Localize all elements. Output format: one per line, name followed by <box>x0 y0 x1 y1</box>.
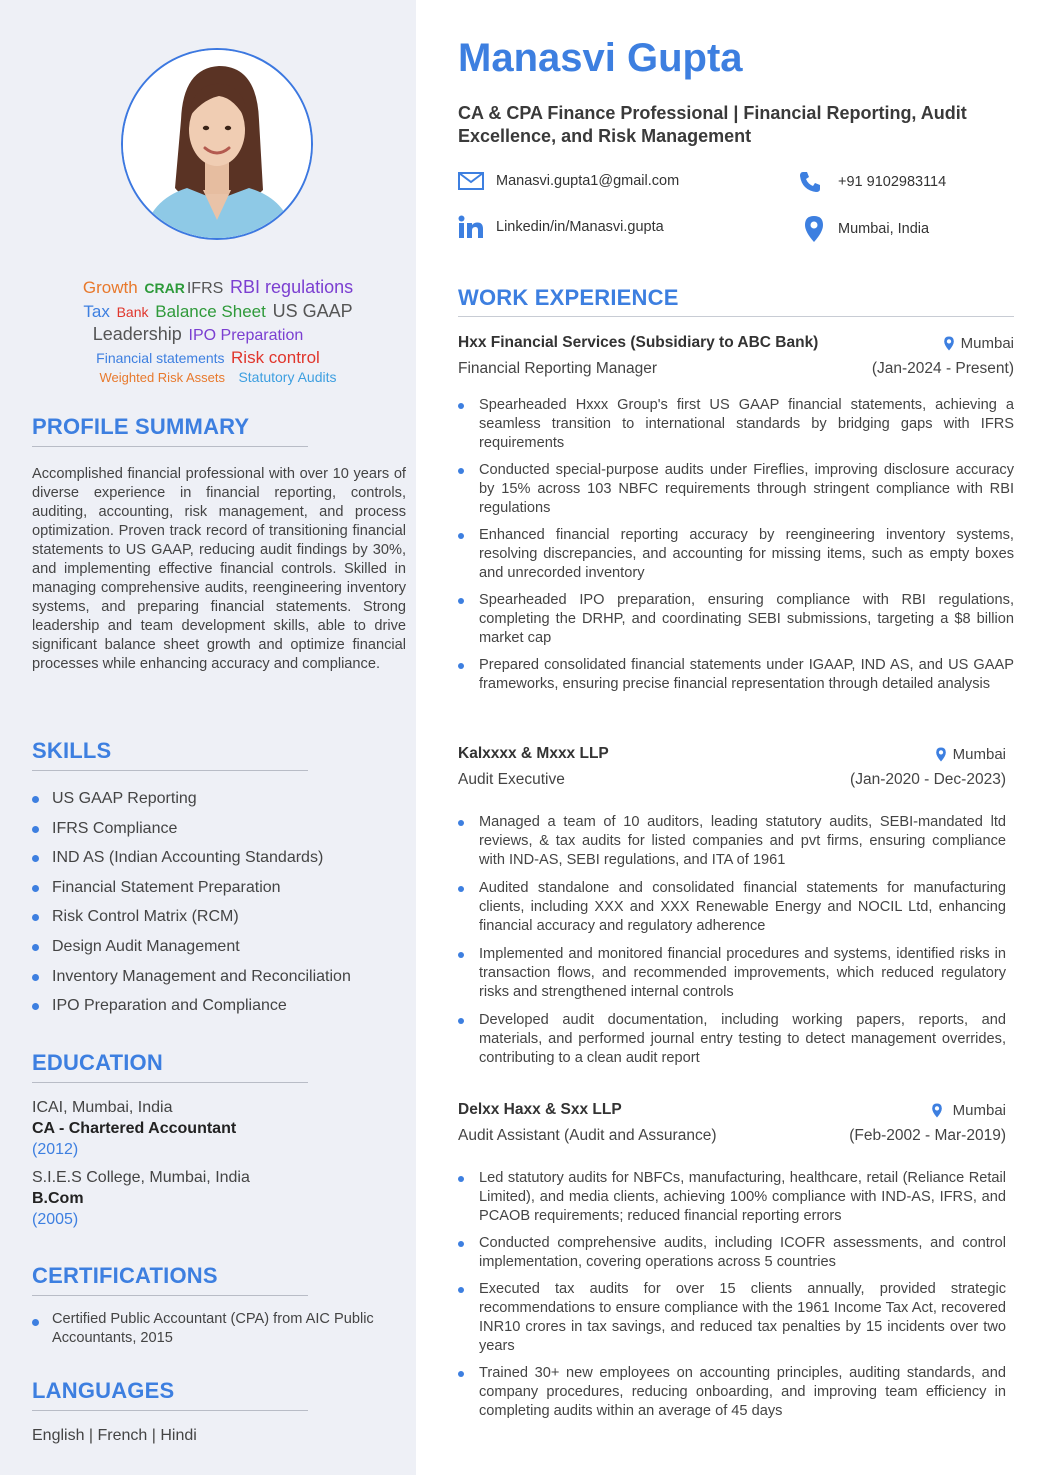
job-entry <box>458 1101 1006 1421</box>
cloud-word: Balance Sheet <box>155 302 266 321</box>
education-degree: B.Com <box>32 1190 84 1207</box>
languages-section <box>32 1378 406 1445</box>
candidate-name: Manasvi Gupta <box>458 36 743 80</box>
linkedin-contact[interactable] <box>458 215 664 239</box>
job-location-text: Mumbai <box>952 1101 1006 1119</box>
section-divider <box>32 770 308 771</box>
linkedin-icon <box>458 215 484 239</box>
job-entry <box>458 745 1006 1068</box>
job-bullet: Audited standalone and consolidated financial statements for manufacturing clients, including XXX and XXX Renewable Energy and NOCIL Ltd, enhancing financial accuracy and regulatory adherence <box>458 879 1006 936</box>
job-role: Audit Executive <box>458 771 565 788</box>
education-degree: CA - Chartered Accountant <box>32 1120 237 1137</box>
education-entry <box>32 1167 406 1231</box>
portrait-image <box>123 50 311 238</box>
education-section <box>32 1050 406 1231</box>
section-title: WORK EXPERIENCE <box>458 285 679 310</box>
certifications-section <box>32 1263 406 1348</box>
skill-word-cloud <box>20 278 416 386</box>
location-contact <box>804 215 929 243</box>
job-entry <box>458 334 1014 694</box>
phone-icon <box>798 170 822 194</box>
skill-item: Financial Statement Preparation <box>32 876 406 906</box>
cloud-word: CRAR <box>144 280 185 296</box>
cloud-word: Leadership <box>92 324 182 344</box>
cloud-word: IFRS <box>186 280 224 297</box>
cloud-word: RBI regulations <box>230 277 354 297</box>
skill-item: IND AS (Indian Accounting Standards) <box>32 846 406 876</box>
email-text: Manasvi.gupta1@gmail.com <box>496 173 680 189</box>
job-role: Financial Reporting Manager <box>458 360 658 377</box>
job-role: Audit Assistant (Audit and Assurance) <box>458 1127 717 1144</box>
cloud-word: Statutory Audits <box>238 369 337 385</box>
map-pin-icon <box>931 1103 943 1118</box>
job-bullet: Implemented and monitored financial procedures and systems, identified risks in transaction flows, and recommended improvements, which reduced regulatory risks and strengthened internal controls <box>458 945 1006 1002</box>
profile-summary-section <box>32 414 406 674</box>
skill-item: Inventory Management and Reconciliation <box>32 965 406 995</box>
sidebar <box>0 0 416 1475</box>
section-divider <box>32 1295 308 1296</box>
envelope-icon <box>458 172 484 190</box>
job-bullet: Managed a team of 10 auditors, leading statutory audits, SEBI-mandated ltd reviews, & tax audits for listed companies and pvt firms, ensuring compliance with IND-AS, SEBI regulations, and ITA of 1961 <box>458 813 1006 870</box>
section-title: PROFILE SUMMARY <box>32 414 250 439</box>
job-bullet: Conducted special-purpose audits under Fireflies, improving disclosure accuracy by 15% across 103 NBFC requirements through stringent compliance with RBI regulations <box>458 461 1014 518</box>
job-bullet: Enhanced financial reporting accuracy by reengineering inventory systems, resolving discrepancies, and accounting for missing items, such as empty boxes and unrecorded inventory <box>458 526 1014 583</box>
certifications-list <box>32 1310 406 1348</box>
education-year: (2012) <box>32 1141 79 1158</box>
job-dates: (Jan-2024 - Present) <box>871 360 1014 377</box>
cloud-word: Financial statements <box>96 350 225 366</box>
job-bullets <box>458 813 1006 1068</box>
section-title: CERTIFICATIONS <box>32 1263 218 1288</box>
map-pin-icon <box>804 215 824 243</box>
email-contact[interactable] <box>458 172 679 190</box>
section-divider <box>32 1082 308 1083</box>
job-bullet: Developed audit documentation, including working papers, reports, and materials, and performed journal entry testing to detect management overrides, contributing to a clean audit report <box>458 1011 1006 1068</box>
skill-item: IPO Preparation and Compliance <box>32 994 406 1024</box>
company-name: Hxx Financial Services (Subsidiary to ABC Bank) <box>458 334 819 351</box>
job-bullet: Executed tax audits for over 15 clients annually, provided strategic recommendations to ensure compliance with the 1961 Income Tax Act, recovered INR10 crores in tax savings, and reduced tax penalties by 15 incidents over two years <box>458 1280 1006 1356</box>
education-entry <box>32 1097 406 1161</box>
location-text: Mumbai, India <box>838 221 930 237</box>
cloud-word: Tax <box>83 302 110 321</box>
job-bullet: Trained 30+ new employees on accounting principles, auditing standards, and company procedures, reducing onboarding, and improving team efficiency in completing audits within an average of 45 days <box>458 1364 1006 1421</box>
phone-text: +91 9102983114 <box>838 174 947 190</box>
company-name: Delxx Haxx & Sxx LLP <box>458 1101 622 1118</box>
profile-photo <box>121 48 313 240</box>
section-title: EDUCATION <box>32 1050 163 1075</box>
education-institution: S.I.E.S College, Mumbai, India <box>32 1169 250 1186</box>
cloud-word: US GAAP <box>272 301 353 321</box>
skill-item: IFRS Compliance <box>32 817 406 847</box>
skills-section <box>32 738 406 1024</box>
cloud-word: IPO Preparation <box>188 327 304 344</box>
job-bullet: Conducted comprehensive audits, including ICOFR assessments, and control implementation, covering operations across 5 countries <box>458 1234 1006 1272</box>
cloud-word: Weighted Risk Assets <box>99 370 225 385</box>
job-dates: (Jan-2020 - Dec-2023) <box>850 771 1006 788</box>
cloud-word: Growth <box>82 278 138 297</box>
section-divider <box>32 1410 308 1411</box>
skill-item: Design Audit Management <box>32 935 406 965</box>
education-year: (2005) <box>32 1211 79 1228</box>
job-location-text: Mumbai <box>952 745 1006 763</box>
company-name: Kalxxxx & Mxxx LLP <box>458 745 609 762</box>
headline: CA & CPA Finance Professional | Financial Reporting, Audit Excellence, and Risk Management <box>458 103 967 146</box>
job-bullet: Spearheaded IPO preparation, ensuring compliance with RBI regulations, completing the DRHP, and coordinating SEBI submissions, targeting a $8 billion market cap <box>458 591 1014 648</box>
linkedin-text: Linkedin/in/Manasvi.gupta <box>496 219 664 235</box>
job-bullets <box>458 1169 1006 1421</box>
summary-text: Accomplished financial professional with over 10 years of diverse experience in financial reporting, controls, auditing, accounting, risk management, and process optimization. Proven track record of transitioning financial statements to US GAAP, reducing audit findings by 30%, and implementing effective financial controls. Skilled in managing comprehensive audits, reengineering inventory systems, and preparing financial statements. Strong leadership and team development skills, able to drive significant balance sheet growth and optimize financial processes while enhancing accuracy and compliance. <box>32 466 406 672</box>
map-pin-icon <box>943 336 955 351</box>
job-bullet: Spearheaded Hxxx Group's first US GAAP financial statements, achieving a seamless transition to international standards by bridging gaps with IFRS requirements <box>458 396 1014 453</box>
cloud-word: Bank <box>116 304 149 320</box>
job-bullet: Prepared consolidated financial statements under IGAAP, IND AS, and US GAAP frameworks, ensuring precise financial representation through detailed analysis <box>458 656 1014 694</box>
certification-item: Certified Public Accountant (CPA) from AIC Public Accountants, 2015 <box>32 1310 406 1348</box>
job-bullets <box>458 396 1014 694</box>
job-location <box>935 746 1006 763</box>
skill-item: Risk Control Matrix (RCM) <box>32 905 406 935</box>
section-title: LANGUAGES <box>32 1378 175 1403</box>
section-divider <box>458 316 1014 317</box>
map-pin-icon <box>935 747 947 762</box>
section-divider <box>32 446 308 447</box>
section-title: SKILLS <box>32 738 112 763</box>
education-institution: ICAI, Mumbai, India <box>32 1099 173 1116</box>
skill-item: US GAAP Reporting <box>32 787 406 817</box>
job-dates: (Feb-2002 - Mar-2019) <box>849 1127 1006 1144</box>
job-location <box>943 335 1014 352</box>
job-location <box>931 1102 1006 1119</box>
languages-text: English | French | Hindi <box>32 1427 197 1444</box>
cloud-word: Risk control <box>231 348 320 367</box>
job-bullet: Led statutory audits for NBFCs, manufacturing, healthcare, retail (Reliance Retail Limited), and media clients, achieving 100% compliance with IND-AS, IFRS, and PCAOB requirements; reduced financial reporting errors <box>458 1169 1006 1226</box>
skills-list <box>32 787 406 1024</box>
job-location-text: Mumbai <box>960 334 1014 352</box>
phone-contact <box>798 170 946 194</box>
